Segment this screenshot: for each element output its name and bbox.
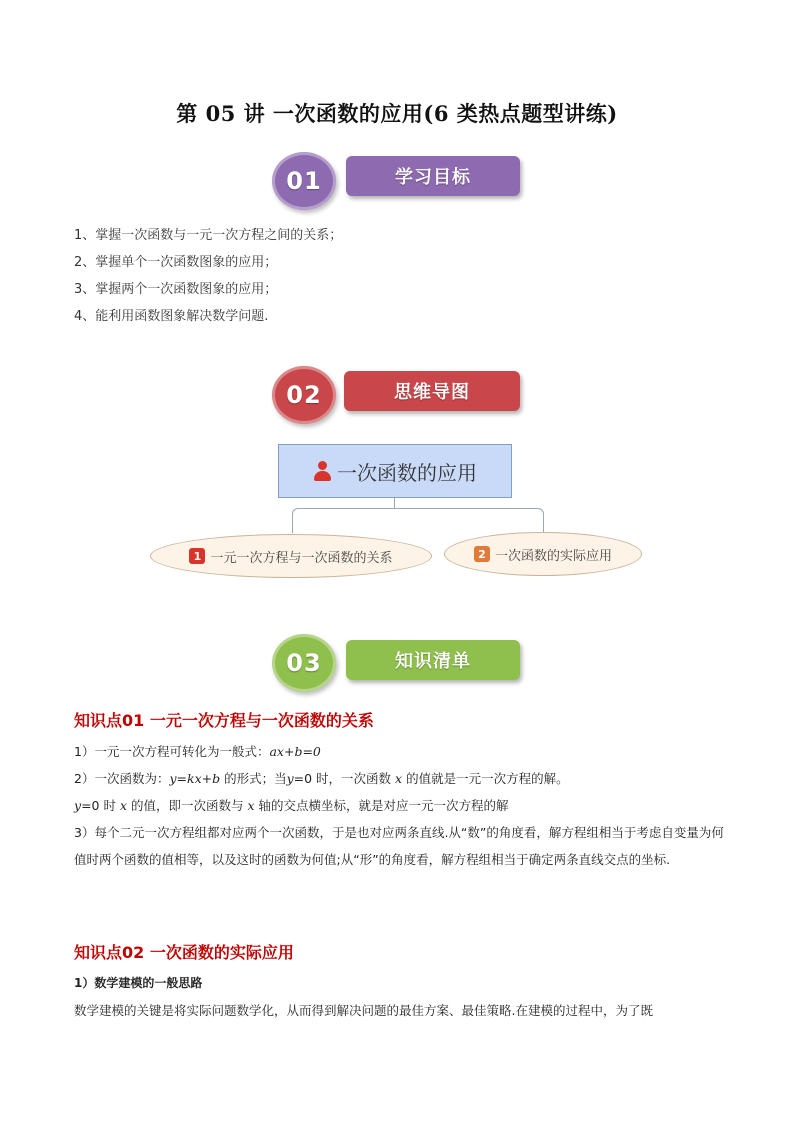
number-1-icon: 1 [189,548,205,564]
number-2-icon: 2 [474,546,490,562]
mindmap-branch-1 [150,534,432,578]
connector-line [394,498,395,508]
formula: y [74,798,82,813]
section-banner-02: 思维导图 [344,371,520,411]
formula: y [286,771,294,786]
mindmap-root-label: 一次函数的应用 [337,460,477,485]
mindmap-branch-2 [444,532,642,576]
knowledge-point-01-heading: 知识点01 一元一次方程与一次函数的关系 [74,711,374,730]
goal-item: 1、掌握一次函数与一元一次方程之间的关系； [74,228,343,243]
section-banner-03: 知识清单 [346,640,520,680]
kp1-line-3 [74,792,724,819]
text: 轴的交点横坐标，就是对应一元一次方程的解 [254,798,509,813]
section-banner-01: 学习目标 [346,156,520,196]
text: 的形式；当 [220,771,287,786]
goal-item: 4、能利用函数图象解决数学问题. [74,309,269,324]
kp1-line-1 [74,738,724,765]
formula: x [247,798,255,813]
section-number-03: 03 [272,634,336,692]
text: 的值就是一元一次方程的解。 [402,771,569,786]
mindmap-branch-label: 一元一次方程与一次函数的关系 [210,550,393,566]
mindmap-root [278,444,512,498]
mindmap-branch-label: 一次函数的实际应用 [494,548,612,564]
knowledge-point-01-body [74,738,724,873]
knowledge-point-02-heading: 知识点02 一次函数的实际应用 [74,943,294,962]
goal-item: 2、掌握单个一次函数图象的应用； [74,255,278,270]
knowledge-point-02-body [74,970,724,1024]
formula: ax+b=0 [269,744,321,759]
page-title: 第 05 讲 一次函数的应用(6 类热点题型讲练) [176,101,618,126]
learning-goals-list [74,222,342,330]
section-number-01: 01 [272,152,336,210]
formula: x [119,798,127,813]
kp2-text: 数学建模的关键是将实际问题数学化，从而得到解决问题的最佳方案、最佳策略.在建模的过程中，为了既 [74,1003,653,1018]
person-icon [313,461,331,481]
text: 2）一次函数为： [74,771,170,786]
section-number-02: 02 [272,366,336,424]
goal-item: 3、掌握两个一次函数图象的应用； [74,282,278,297]
kp2-subheading: 1）数学建模的一般思路 [74,976,203,990]
connector-line [292,508,544,533]
formula: x [395,771,403,786]
kp1-line-2 [74,765,724,792]
kp1-line-4: 3）每个二元一次方程组都对应两个一次函数，于是也对应两条直线.从“数”的角度看，解方程组相当于考虑自变量为何值时两个函数的值相等，以及这时的函数为何值;从“形”的角度看，解方程组相当于确定两条直线交点的坐标. [74,825,724,867]
text: =0 时 [81,798,120,813]
text: 1）一元一次方程可转化为一般式： [74,744,270,759]
formula: y=kx+b [169,771,221,786]
text: =0 时，一次函数 [293,771,396,786]
text: 的值，即一次函数与 [127,798,248,813]
